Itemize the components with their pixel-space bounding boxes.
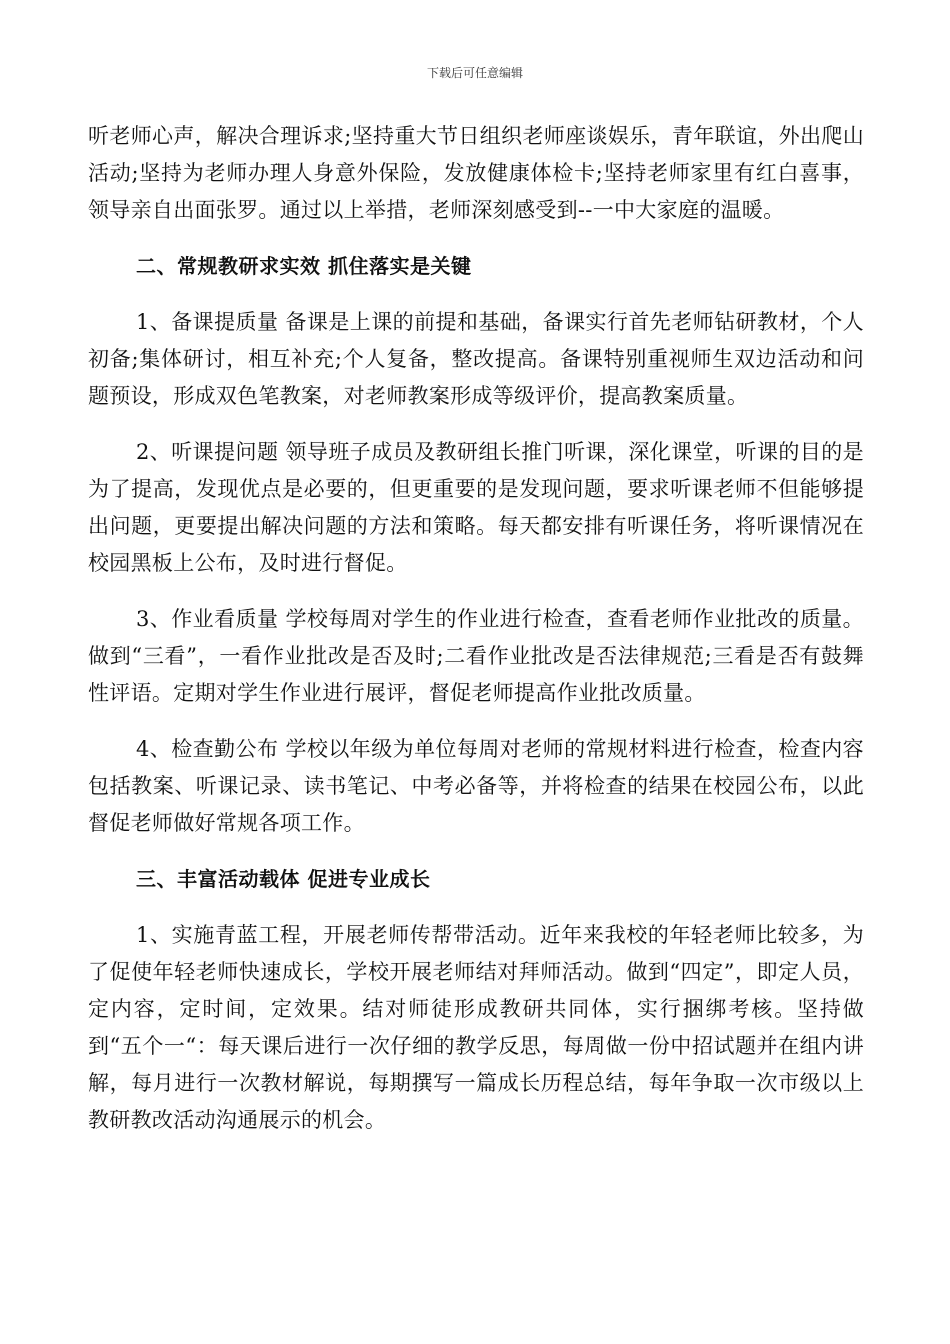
paragraph-lesson-prep: 1、备课提质量 备课是上课的前提和基础，备课实行首先老师钻研教材，个人初备;集体研讨，相互补充;个人复备，整改提高。备课特别重视师生双边活动和问题预设，形成双色笔教案，对老师教案形成等级评价，提高教案质量。 xyxy=(88,310,864,408)
document-body xyxy=(88,118,864,1158)
paragraph-inspection: 4、检查勤公布 学校以年级为单位每周对老师的常规材料进行检查，检查内容包括教案、听课记录、读书笔记、中考必备等，并将检查的结果在校园公布，以此督促老师做好常规各项工作。 xyxy=(88,737,864,835)
section-heading-3: 三、丰富活动载体 促进专业成长 xyxy=(136,867,431,891)
paragraph-homework-quality: 3、作业看质量 学校每周对学生的作业进行检查，查看老师作业批改的质量。做到“三看”，一看作业批改是否及时;二看作业批改是否法律规范;三看是否有鼓舞性评语。定期对学生作业进行展评，督促老师提高作业批改质量。 xyxy=(88,607,864,705)
paragraph-class-observation: 2、听课提问题 领导班子成员及教研组长推门听课，深化课堂，听课的目的是为了提高，发现优点是必要的，但更重要的是发现问题，要求听课老师不但能够提出问题，更要提出解决问题的方法和策略。每天都安排有听课任务，将听课情况在校园黑板上公布，及时进行督促。 xyxy=(88,440,864,575)
paragraph-intro-continuation: 听老师心声，解决合理诉求;坚持重大节日组织老师座谈娱乐，青年联谊，外出爬山活动;坚持为老师办理人身意外保险，发放健康体检卡;坚持老师家里有红白喜事，领导亲自出面张罗。通过以上举措，老师深刻感受到--一中大家庭的温暖。 xyxy=(88,124,864,222)
paragraph-mentoring: 1、实施青蓝工程，开展老师传帮带活动。近年来我校的年轻老师比较多，为了促使年轻老师快速成长，学校开展老师结对拜师活动。做到“四定”，即定人员，定内容，定时间，定效果。结对师徒形成教研共同体，实行捆绑考核。坚持做到“五个一“：每天课后进行一次仔细的教学反思，每周做一份中招试题并在组内讲解，每月进行一次教材解说，每期撰写一篇成长历程总结，每年争取一次市级以上教研教改活动沟通展示的机会。 xyxy=(88,923,864,1132)
section-heading-2: 二、常规教研求实效 抓住落实是关键 xyxy=(136,254,472,278)
header-note: 下载后可任意编辑 xyxy=(426,66,523,80)
